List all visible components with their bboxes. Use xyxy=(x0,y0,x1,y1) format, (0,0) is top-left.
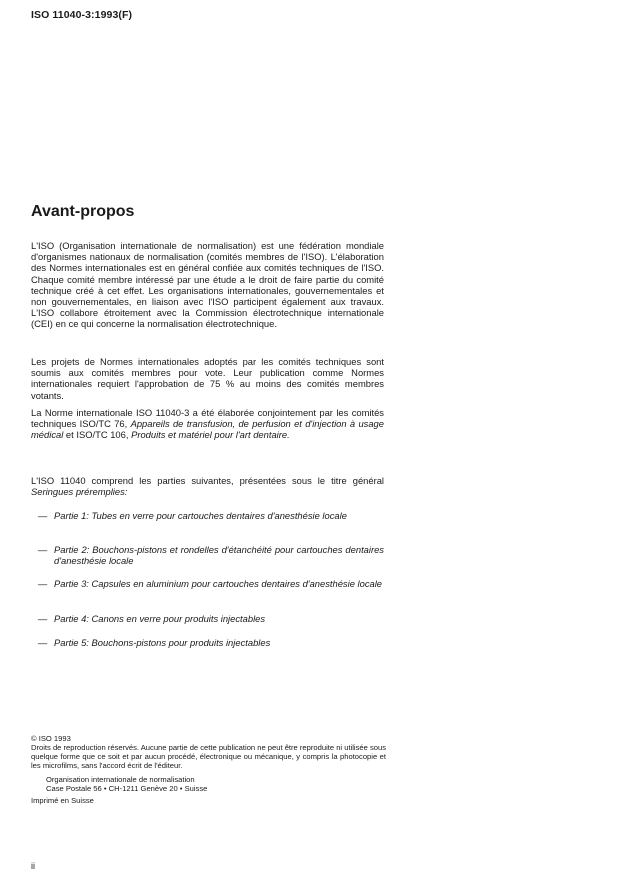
rights-notice: Droits de reproduction réservés. Aucune partie de cette publication ne peut être reproduite ni utilisée sous quelque forme que ce soit et par aucun procédé, électronique ou mécanique, y compris la photocopie et les microfilms, sans l'accord écrit de l'éditeur. xyxy=(31,743,387,770)
paragraph-voting: Les projets de Normes internationales adoptés par les comités techniques sont soumis aux comités membres pour vote. Leur publication comme Normes internationales requiert l'approbation de 75 % au moins des comités membres votants. xyxy=(31,356,384,401)
page-number: ii xyxy=(31,861,35,871)
text-segment: et ISO/TC 106, xyxy=(63,429,132,441)
dash-bullet: — xyxy=(37,613,48,624)
paragraph-parts-intro xyxy=(31,475,384,497)
dash-bullet: — xyxy=(37,544,48,555)
dash-bullet: — xyxy=(37,510,48,521)
committee-title: Produits et matériel pour l'art dentaire. xyxy=(131,429,290,441)
part-title: Partie 1: Tubes en verre pour cartouches dentaires d'anesthésie locale xyxy=(54,510,347,521)
dash-bullet: — xyxy=(37,578,48,589)
general-title: Seringues préremplies: xyxy=(31,486,128,498)
committee-title: Appareils de transfusion, de perfusion et d'injection à usage médical xyxy=(31,418,384,441)
section-title: Avant-propos xyxy=(31,203,135,220)
list-item xyxy=(31,613,384,624)
paragraph-iso-intro: L'ISO (Organisation internationale de normalisation) est une fédération mondiale d'organismes nationaux de normalisation (comités membres de l'ISO). L'élaboration des Normes internationales est en général confiée aux comités techniques de l'ISO. Chaque comité membre intéressé par une étude a le droit de faire partie du comité technique créé à cet effet. Les organisations internationales, gouvernementales et non gouvernementales, en liaison avec l'ISO participent également aux travaux. L'ISO collabore étroitement avec la Commission électrotechnique internationale (CEI) en ce qui concerne la normalisation électrotechnique. xyxy=(31,240,384,330)
part-title: Partie 3: Capsules en aluminium pour cartouches dentaires d'anesthésie locale xyxy=(54,578,383,589)
organisation-name: Organisation internationale de normalisation xyxy=(46,775,195,784)
copyright-line: © ISO 1993 xyxy=(31,734,71,743)
postal-address: Case Postale 56 • CH-1211 Genève 20 • Suisse xyxy=(46,784,208,793)
part-title: Partie 5: Bouchons-pistons pour produits injectables xyxy=(54,637,271,648)
paragraph-elaboration xyxy=(31,407,384,441)
list-item xyxy=(31,510,384,521)
text-segment: L'ISO 11040 comprend les parties suivantes, présentées sous le titre général xyxy=(31,475,384,486)
printed-in: Imprimé en Suisse xyxy=(31,796,94,805)
text-segment: La Norme internationale ISO 11040-3 a été élaborée conjointement par les comités techniques ISO/TC 76, xyxy=(31,407,384,430)
dash-bullet: — xyxy=(37,637,48,648)
part-title: Partie 4: Canons en verre pour produits injectables xyxy=(54,613,266,624)
part-title: Partie 2: Bouchons-pistons et rondelles d'étanchéité pour cartouches dentaires d'anesthésie locale xyxy=(54,544,384,567)
list-item xyxy=(31,637,384,648)
list-item xyxy=(31,578,384,589)
list-item xyxy=(31,544,384,566)
document-header: ISO 11040-3:1993(F) xyxy=(31,9,133,21)
